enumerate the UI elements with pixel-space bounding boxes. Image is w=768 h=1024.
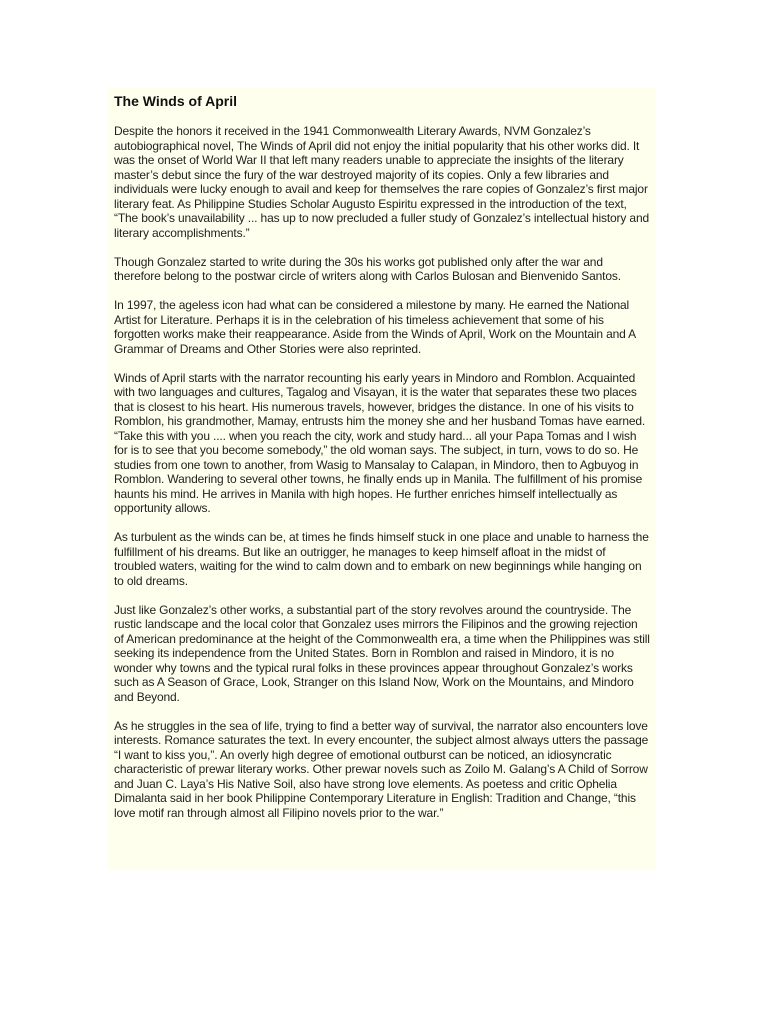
paragraph-romance: As he struggles in the sea of life, trying to find a better way of survival, the narrator also encounters love interests. Romance saturates the text. In every encounter, the subject almost always utters the passage “I want to kiss you,”. An overly high degree of emotional outburst can be noticed, an idiosyncratic characteristic of prewar literary works. Other prewar novels such as Zoilo M. Galang’s A Child of Sorrow and Juan C. Laya’s His Native Soil, also have strong love elements. As poetess and critic Ophelia Dimalanta said in her book Philippine Contemporary Literature in English: Tradition and Change, “this love motif ran through almost all Filipino novels prior to the war.” <box>114 718 649 820</box>
paragraph-awards: Despite the honors it received in the 1941 Commonwealth Literary Awards, NVM Gonzalez’s autobiographical novel, The Winds of April did not enjoy the initial popularity that his other works did. It was the onset of World War II that left many readers unable to appreciate the insights of the literary master’s debut since the fury of the war destroyed majority of its copies. Only a few libraries and individuals were lucky enough to avail and keep for themselves the rare copies of Gonzalez’s first major literary feat. As Philippine Studies Scholar Augusto Espiritu expressed in the introduction of the text, “The book’s unavailability ... has up to now precluded a fuller study of Gonzalez’s intellectual history and literary accomplishments.” <box>114 124 650 240</box>
article-title: The Winds of April <box>114 93 238 109</box>
document-page <box>108 88 656 870</box>
paragraph-countryside: Just like Gonzalez’s other works, a substantial part of the story revolves around the countryside. The rustic landscape and the local color that Gonzalez uses mirrors the Filipinos and the growing rejection of American predominance at the height of the Commonwealth era, a time when the Philippines was still seeking its independence from the United States. Born in Romblon and raised in Mindoro, it is no wonder why towns and the typical rural folks in these provinces appear throughout Gonzalez’s works such as A Season of Grace, Look, Stranger on this Island Now, Work on the Mountains, and Mindoro and Beyond. <box>114 602 650 704</box>
paragraph-postwar: Though Gonzalez started to write during the 30s his works got published only after the war and therefore belong to the postwar circle of writers along with Carlos Bulosan and Bienvenido Santos. <box>114 254 621 283</box>
paragraph-plot-summary: Winds of April starts with the narrator recounting his early years in Mindoro and Romblon. Acquainted with two languages and cultures, Tagalog and Visayan, it is the water that separates these two places that is closest to his heart. His numerous travels, however, bridges the distance. In one of his visits to Romblon, his grandmother, Mamay, entrusts him the money she and her husband Tomas have earned. “Take this with you .... when you reach the city, work and study hard... all your Papa Tomas and I wish for is to see that you become somebody,” the old woman says. The subject, in turn, vows to do so. He studies from one town to another, from Wasig to Mansalay to Calapan, in Mindoro, then to Agbuyog in Romblon. Wandering to several other towns, he finally ends up in Manila. The fulfillment of his promise haunts his mind. He arrives in Manila with high hopes. He further enriches himself intellectually as opportunity allows. <box>114 370 646 515</box>
paragraph-national-artist: In 1997, the ageless icon had what can be considered a milestone by many. He earned the National Artist for Literature. Perhaps it is in the celebration of his timeless achievement that some of his forgotten works make their reappearance. Aside from the Winds of April, Work on the Mountain and A Grammar of Dreams and Other Stories were also reprinted. <box>114 298 636 356</box>
paragraph-turbulent-winds: As turbulent as the winds can be, at times he finds himself stuck in one place and unable to harness the fulfillment of his dreams. But like an outrigger, he manages to keep himself afloat in the midst of troubled waters, waiting for the wind to calm down and to embark on new beginnings while hanging on to old dreams. <box>114 530 649 588</box>
